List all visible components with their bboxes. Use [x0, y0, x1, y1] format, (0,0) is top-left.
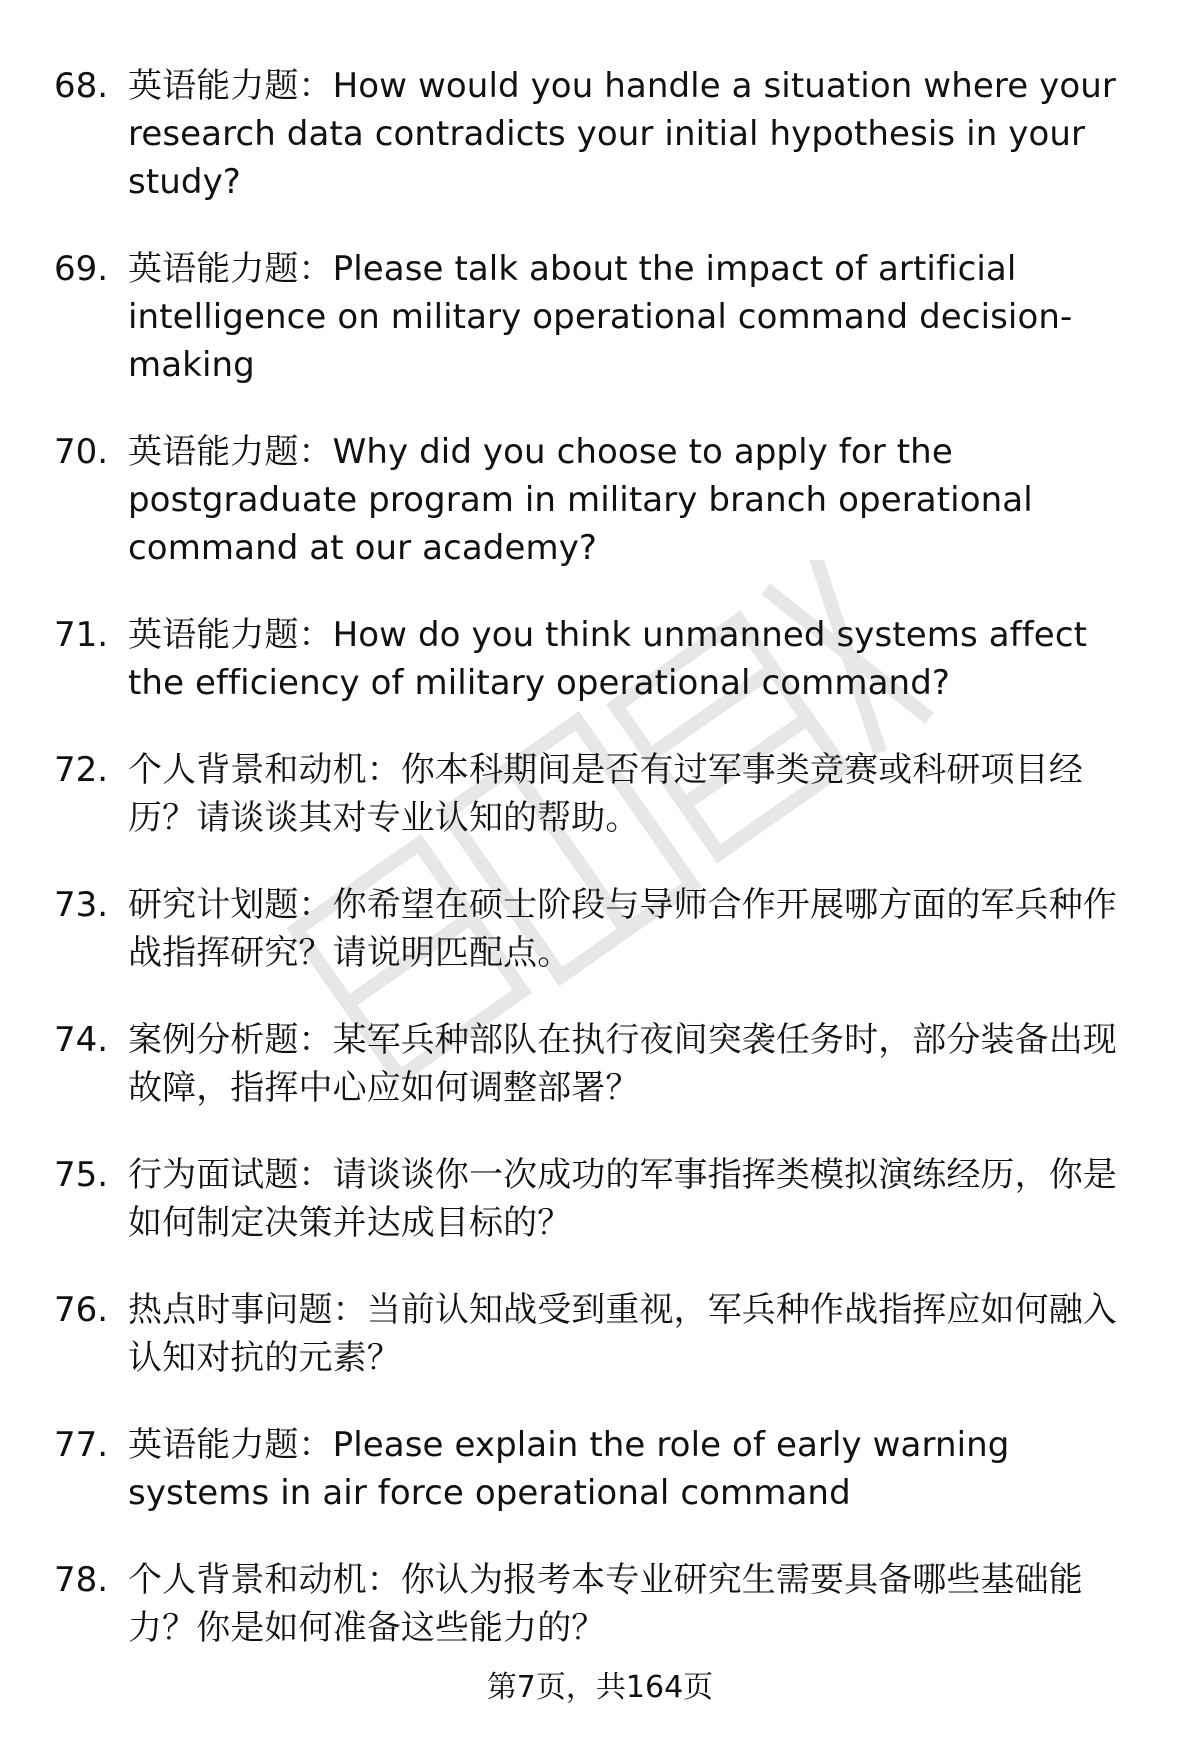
question-number: 68.: [54, 66, 109, 106]
question-item: [0, 611, 1200, 707]
question-number: 77.: [54, 1425, 109, 1465]
question-number: 78.: [54, 1560, 109, 1600]
question-item: [0, 62, 1200, 206]
question-number: 70.: [54, 432, 109, 472]
question-item: [0, 881, 1200, 977]
question-list: [0, 62, 1200, 1691]
question-text: 英语能力题：How do you think unmanned systems affect the efficiency of military operational command?: [128, 615, 1088, 703]
question-text: 个人背景和动机：你认为报考本专业研究生需要具备哪些基础能力？你是如何准备这些能力的？: [128, 1560, 1083, 1648]
question-text: 研究计划题：你希望在硕士阶段与导师合作开展哪方面的军兵种作战指挥研究？请说明匹配点。: [128, 885, 1117, 973]
question-number: 73.: [54, 885, 109, 925]
question-text: 行为面试题：请谈谈你一次成功的军事指挥类模拟演练经历，你是如何制定决策并达成目标的？: [128, 1155, 1117, 1243]
question-item: [0, 746, 1200, 842]
question-number: 71.: [54, 615, 109, 655]
question-number: 72.: [54, 750, 109, 790]
question-text: 英语能力题：Please explain the role of early warning systems in air force operational command: [128, 1425, 1010, 1513]
question-text: 英语能力题：Why did you choose to apply for the postgraduate program in military branch operational command at our academy?: [128, 432, 1033, 568]
question-number: 75.: [54, 1155, 109, 1195]
question-number: 76.: [54, 1290, 109, 1330]
question-text: 热点时事问题：当前认知战受到重视，军兵种作战指挥应如何融入认知对抗的元素？: [128, 1290, 1117, 1378]
question-text: 案例分析题：某军兵种部队在执行夜间突袭任务时，部分装备出现故障，指挥中心应如何调整部署？: [128, 1020, 1117, 1108]
question-item: [0, 1556, 1200, 1652]
question-item: [0, 1151, 1200, 1247]
question-item: [0, 1421, 1200, 1517]
question-text: 英语能力题：How would you handle a situation where your research data contradicts your initial hypothesis in your study?: [128, 66, 1116, 202]
question-item: [0, 245, 1200, 389]
question-text: 个人背景和动机：你本科期间是否有过军事类竞赛或科研项目经历？请谈谈其对专业认知的帮助。: [128, 750, 1083, 838]
question-number: 69.: [54, 249, 109, 289]
question-item: [0, 1016, 1200, 1112]
question-item: [0, 428, 1200, 572]
question-text: 英语能力题：Please talk about the impact of artificial intelligence on military operational command decision-making: [128, 249, 1073, 385]
question-number: 74.: [54, 1020, 109, 1060]
page-indicator: 第7页，共164页: [486, 1670, 714, 1705]
question-item: [0, 1286, 1200, 1382]
